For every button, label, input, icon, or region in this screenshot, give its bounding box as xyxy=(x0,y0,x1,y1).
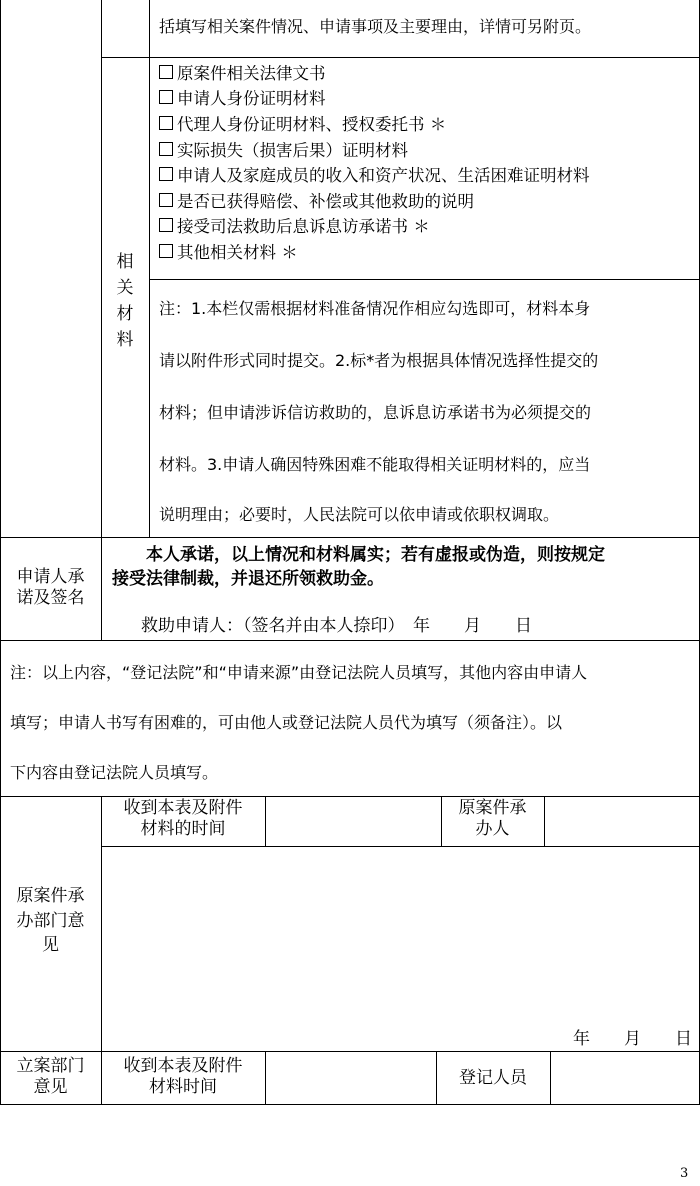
received-time-label: 收到本表及附件 材料的时间 xyxy=(123,798,243,840)
checkbox[interactable] xyxy=(159,116,173,130)
pledge-label: 申请人承 诺及签名 xyxy=(16,567,85,609)
checklist-item[interactable]: 申请人及家庭成员的收入和资产状况、生活困难证明材料 xyxy=(159,161,590,187)
materials-label-char: 料 xyxy=(116,330,134,350)
checklist-item[interactable]: 代理人身份证明材料、授权委托书 ＊ xyxy=(159,110,590,136)
top-row-text: 括填写相关案件情况、申请事项及主要理由，详情可另附页。 xyxy=(159,17,592,36)
pledge-text-line: 本人承诺，以上情况和材料属实；若有虚报或伪造，则按规定 xyxy=(146,545,605,565)
checklist-item[interactable]: 是否已获得赔偿、补偿或其他救助的说明 xyxy=(159,187,590,213)
materials-note-line: 说明理由；必要时，人民法院可以依申请或依职权调取。 xyxy=(159,505,560,524)
registrar-field[interactable] xyxy=(551,1052,699,1104)
instruction-line: 填写；申请人书写有困难的，可由他人或登记法院人员代为填写（须备注）。以 xyxy=(10,713,563,732)
original-handler-label: 原案件承 办人 xyxy=(458,798,527,840)
materials-label-char: 关 xyxy=(116,278,134,298)
row-line-checklist-end xyxy=(149,279,699,280)
filing-dept-label: 立案部门 意见 xyxy=(16,1056,85,1098)
checkbox[interactable] xyxy=(159,65,173,79)
applicant-signature-line[interactable]: 救助申请人：（签名并由本人捺印） 年 月 日 xyxy=(141,616,532,636)
checkbox[interactable] xyxy=(159,218,173,232)
original-dept-opinion-field[interactable] xyxy=(102,847,699,1051)
checkbox[interactable] xyxy=(159,167,173,181)
checkbox[interactable] xyxy=(159,90,173,104)
materials-note-line: 注：1.本栏仅需根据材料准备情况作相应勾选即可，材料本身 xyxy=(159,299,591,318)
original-dept-date: 年 月 日 xyxy=(573,1029,692,1049)
materials-note-line: 材料。3.申请人确因特殊困难不能取得相关证明材料的，应当 xyxy=(159,455,591,474)
row-line-pledge-end xyxy=(0,640,700,641)
materials-note-line: 材料；但申请涉诉信访救助的，息诉息访承诺书为必须提交的 xyxy=(159,403,592,422)
received-time-field[interactable] xyxy=(266,797,441,846)
table-border-bottom xyxy=(0,1104,700,1105)
original-handler-field[interactable] xyxy=(545,797,699,846)
col-line-2 xyxy=(149,0,150,538)
pledge-text-line: 接受法律制裁，并退还所领救助金。 xyxy=(112,569,384,589)
instruction-line: 注：以上内容，“登记法院”和“申请来源”由登记法院人员填写，其他内容由申请人 xyxy=(10,663,588,682)
instruction-line: 下内容由登记法院人员填写。 xyxy=(10,763,219,782)
original-dept-label: 原案件承 办部门意 见 xyxy=(16,886,85,956)
materials-note-line: 请以附件形式同时提交。2.标*者为根据具体情况选择性提交的 xyxy=(159,351,599,370)
filing-received-time-label: 收到本表及附件 材料时间 xyxy=(123,1056,243,1098)
row-line-top-end xyxy=(101,57,699,58)
materials-checklist xyxy=(159,59,590,264)
checklist-item[interactable]: 申请人身份证明材料 xyxy=(159,85,590,111)
col-line-1 xyxy=(101,0,102,538)
col-line-pledge xyxy=(101,537,102,640)
page-number: 3 xyxy=(680,1166,689,1181)
row-line-materials-end xyxy=(0,537,700,538)
materials-label-char: 相 xyxy=(116,252,134,272)
checklist-item[interactable]: 原案件相关法律文书 xyxy=(159,59,590,85)
checkbox[interactable] xyxy=(159,193,173,207)
registrar-label: 登记人员 xyxy=(459,1068,527,1088)
materials-label-char: 材 xyxy=(116,304,134,324)
checklist-item[interactable]: 其他相关材料 ＊ xyxy=(159,238,590,264)
checklist-item[interactable]: 实际损失（损害后果）证明材料 xyxy=(159,136,590,162)
checkbox[interactable] xyxy=(159,142,173,156)
checkbox[interactable] xyxy=(159,244,173,258)
filing-received-time-field[interactable] xyxy=(266,1052,436,1104)
checklist-item[interactable]: 接受司法救助后息诉息访承诺书 ＊ xyxy=(159,213,590,239)
